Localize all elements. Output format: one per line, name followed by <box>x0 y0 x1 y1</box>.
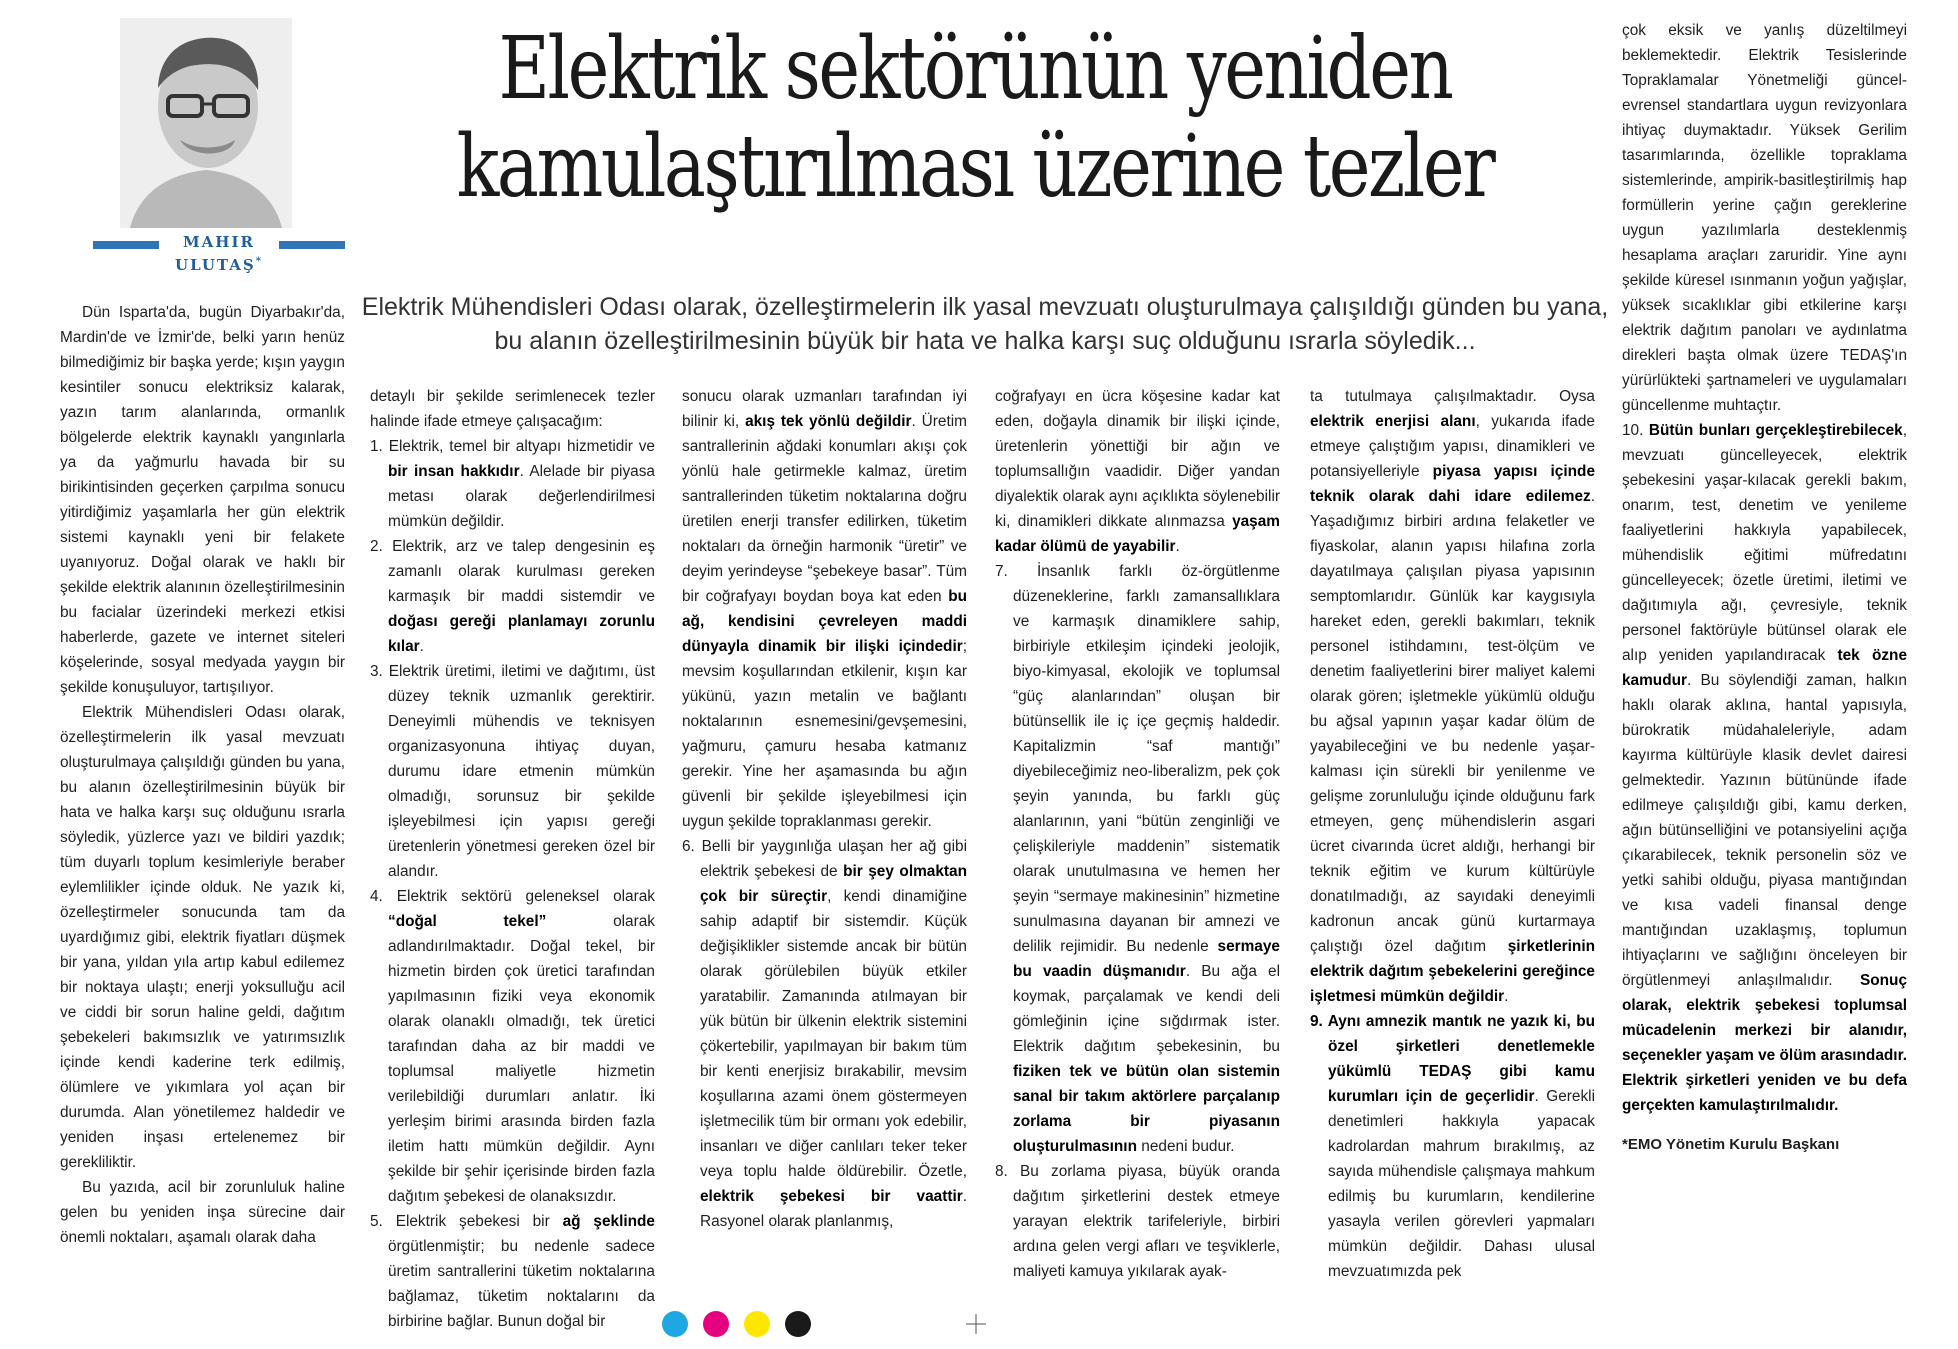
author-footnote: *EMO Yönetim Kurulu Başkanı <box>1622 1136 1840 1153</box>
thesis-item: 5. Elektrik şebekesi bir ağ şeklinde örgütlenmiştir; bu nedenle sadece üretim santrallerini tüketim noktalarına bağlamaz, tüketim noktalarını da birbirine bağlar. Bunun doğal bir <box>370 1213 655 1330</box>
headline-line-2: kamulaştırılması üzerine tezler <box>456 117 1494 217</box>
thesis-item: 7. İnsanlık farklı öz-örgütlenme düzeneklerine, farklı zamansallıklara ve karmaşık dinamiklere sahip, birbiriyle etkileşim içindeki jeolojik, biyo-kimyasal, ekolojik ve toplumsal “güç alanlarından” oluşan bir bütünsellik ile iç içe geçmiş haldedir. Kapitalizmin “saf mantığı” diyebileceğimiz neo-liberalizm, pek çok şeyin yanında, bu farklı güç alanlarının, yani “bütün zenginliği ve çelişkileriyle maddenin” sistematik olarak unutulmasına ve hemen her şeyin “sermaye makinesinin” hizmetine sunulmasına dayanan bir amnezi ve delilik rejimidir. Bu nedenle sermaye bu vaadin düşmanıdır. Bu ağa el koymak, parçalamak ve kendi deli gömleğinin içine sığdırmak ister. Elektrik dağıtım şebekesinin, bu fiziken tek ve bütün olan sistemin sanal bir takım aktörlere parçalanıp zorlama bir piyasanın oluşturulmasının nedeni budur. <box>995 563 1281 1155</box>
author-first-name: MAHIR <box>183 233 255 251</box>
thesis-item: 10. Bütün bunları gerçekleştirebilecek, mevzuatı güncelleyecek, elektrik şebekesini yaşar-kılacak gerekli bakım, onarım, test, denetim ve yenileme faaliyetlerini hakkıyla yapabilecek, mühendislik eğitimi müfredatını güncelleyecek; özetle üretimi, iletimi ve dağıtımıyla ağı, çevresiyle, teknik personel faktörüyle bütünsel olarak ele alıp yeniden yapılandıracak tek özne kamudur. Bu söylendiği zaman, halkın haklı olarak aklına, hantal yapısıyla, bürokratik müdahaleleriyle, adam kayırma kültürüyle klasik devlet dairesi gelmektedir. Yazının bütününde ifade edilmeye çalışıldığı gibi, kamu derken, ağın bütünselliğini ve potansiyelini açığa çıkarabilecek, teknik personelin söz ve yetki sahibi olduğu, piyasa mantığından ve kısa vadeli finansal denge mantığından uzaklaşmış, toplumun ihtiyaçlarını ve sağlığını önceleyen bir örgütlenmeyi anlaşılmalıdır. Sonuç olarak, elektrik şebekesi toplumsal mücadelenin merkezi bir alanıdır, seçenekler yaşam ve ölüm arasındadır. Elektrik şirketleri yeniden ve bu defa gerçekten kamulaştırılmalıdır. <box>1622 422 1908 1114</box>
thesis-item: 9. Aynı amnezik mantık ne yazık ki, bu özel şirketleri denetlemekle yükümlü TEDAŞ gibi kamu kurumları için de geçerlidir. Gerekli denetimleri hakkıyla yapacak kadrolardan mahrum bırakılmış, az sayıda mühendisle çalışmaya mahkum edilmiş bu kurumların, kendilerine yasayla verilen görevleri yapmaları mümkün değildir. Dahası ulusal mevzuatımızda pek <box>1310 1013 1595 1280</box>
paragraph: detaylı bir şekilde serimlenecek tezler halinde ifade etmeye çalışacağım: <box>370 388 655 430</box>
column-2 <box>370 384 655 1334</box>
column-5 <box>1310 384 1595 1284</box>
thesis-item: 8. Bu zorlama piyasa, büyük oranda dağıtım şirketlerini destek etmeye yarayan elektrik tarifeleriyle, birbiri ardına gelen vergi afları ve teşviklerle, maliyeti kamuya yıkılarak ayak- <box>995 1163 1280 1280</box>
author-note-mark: * <box>255 256 263 267</box>
lead-paragraph: Elektrik Mühendisleri Odası olarak, özelleştirmelerin ilk yasal mevzuatı oluşturulmaya çalışıldığı günden bu yana, bu alanın özelleştirilmesinin büyük bir hata ve halka karşı suç olduğunu ısrarla söyledik... <box>361 293 1609 355</box>
thesis-item: 1. Elektrik, temel bir altyapı hizmetidir ve bir insan hakkıdır. Alelade bir piyasa metası olarak değerlendirilmesi mümkün değildir. <box>370 438 655 530</box>
author-last-name <box>93 252 345 275</box>
author-byline <box>93 232 345 275</box>
byline-bar-left <box>93 241 159 249</box>
headline <box>454 20 1495 216</box>
thesis-item: 2. Elektrik, arz ve talep dengesinin eş zamanlı olarak kurulması gereken karmaşık bir maddi sistemdir ve doğası gereği planlamayı zorunlu kılar. <box>370 538 655 655</box>
column-1 <box>60 300 345 1250</box>
column-6 <box>1622 18 1907 1157</box>
paragraph: çok eksik ve yanlış düzeltilmeyi beklemektedir. Elektrik Tesislerinde Topraklamalar Yönetmeliği güncel-evrensel standartlara uygun revizyonlara ihtiyaç duymaktadır. Yüksek Gerilim tasarımlarında, özellikle topraklama sistemlerinde, ampirik-basitleştirilmiş hap formüllerin yerine çağın gereklerine uygun yazılımlarla desteklenmiş hesaplama araçları zaruridir. Yine aynı şekilde küresel ısınmanın yoğun yağışlar, yüksek sıcaklıklar gibi etkilerine karşı elektrik dağıtım panoları ve aydınlatma direkleri başta olmak üzere TEDAŞ'ın yürürlükteki şartnameleri ve uygulamaları güncellenme muhtaçtır. <box>1622 22 1907 414</box>
paragraph: sonucu olarak uzmanları tarafından iyi bilinir ki, akış tek yönlü değildir. Üretim santrallerinin ağdaki konumları akışı çok yönlü hale getirmekle kalmaz, üretim santrallerinden tüketim noktalarına doğru üretilen enerji transfer edilirken, tüketim noktaları da örneğin harmonik “üretir” ve deyim yerindeyse “şebekeye basar”. Tüm bir coğrafyayı boydan boya kat eden bu ağ, kendisini çevreleyen maddi dünyayla dinamik bir ilişki içindedir; mevsim koşullarından etkilenir, kışın kar yükünü, yazın metalin ve bağlantı noktalarının esnemesini/gevşemesini, yağmuru, çamuru hesaba katmanız gerekir. Yine her aşamasında bu ağın güvenli bir şekilde işleyebilmesi için uygun şekilde topraklanması gerekir. <box>682 388 967 830</box>
byline-bar-right <box>279 241 345 249</box>
paragraph: ta tutulmaya çalışılmaktadır. Oysa elektrik enerjisi alanı, yukarıda ifade etmeye çalıştığım yapısı, dinamikleri ve potansiyelleriyle piyasa yapısı içinde teknik olarak dahi idare edilemez. Yaşadığımız birbiri ardına felaketler ve fiyaskolar, alanın yapısı hilafına zorla dayatılmaya çalışılan piyasa yapısının semptomlarıdır. Günlük kar kaygısıyla hareket eden, gerekli bakımları, teknik personel istihdamını, test-ölçüm ve denetim faaliyetlerini birer maliyet kalemi olarak gören; işletmekle yükümlü olduğu bu ağsal yapının yaşar kadar ölüm de yayabileceğini ve bu nedenle yaşar-kalması için sürekli bir yenilenme ve gelişme zorunluluğu içinde olduğunu fark etmeyen, genç mühendislerin asgari ücret civarında ücret aldığı, herhangi bir teknik eğitim ve kurum kültürüyle donatılmadığı, az sayıdaki deneyimli kadronun ancak günü kurtarmaya çalıştığı özel dağıtım şirketlerinin elektrik dağıtım şebekelerini gereğince işletmesi mümkün değildir. <box>1310 388 1596 1005</box>
headline-line-1: Elektrik sektörünün yeniden <box>498 19 1452 119</box>
paragraph: Bu yazıda, acil bir zorunluluk haline gelen bu yeniden inşa sürecine dair önemli noktaları, aşamalı olarak daha <box>60 1179 345 1246</box>
crosshair-mark <box>966 1314 986 1334</box>
yellow-dot <box>744 1311 770 1337</box>
magenta-dot <box>703 1311 729 1337</box>
cyan-dot <box>662 1311 688 1337</box>
paragraph: Dün Isparta'da, bugün Diyarbakır'da, Mardin'de ve İzmir'de, belki yarın henüz bilmediğimiz bir başka yerde; kışın yaygın kesintiler sonucu elektriksiz kalarak, yazın tarım alanlarında, ormanlık bölgelerde elektrik kaynaklı yangınlarla ya da yağmurlu havada bir su birikintisinden geçerken çarpılma sonucu yitirdiğimiz yaşamlarla her gün elektrik sistemi kaynaklı yeni bir felakete uyanıyoruz. Doğal olarak ve haklı bir şekilde elektrik alanının özelleştirilmesinin bu facialar üzerindeki merkezi etkisi haberlerde, gazete ve internet siteleri köşelerinde, sosyal medyada yaygın bir şekilde konuşuluyor, tartışılıyor. <box>60 304 345 696</box>
thesis-item: 4. Elektrik sektörü geleneksel olarak “doğal tekel” olarak adlandırılmaktadır. Doğal tekel, bir hizmetin birden çok üretici tarafından yapılmasının fiziki veya ekonomik olarak olanaklı olmadığı, tek üretici tarafından daha az bir maddi ve toplumsal maliyetle hizmetin verilebildiği durumları anlatır. İki yerleşim birimi arasında birden fazla iletim hattı mümkün değildir. Aynı şekilde bir şehir içerisinde birden fazla dağıtım şebekesi de olanaksızdır. <box>370 888 655 1205</box>
thesis-item: 6. Belli bir yaygınlığa ulaşan her ağ gibi elektrik şebekesi de bir şey olmaktan çok bir süreçtir, kendi dinamiğine sahip adaptif bir sistemdir. Küçük değişiklikler sistemde ancak bir bütün olarak görülebilen büyük etkiler yaratabilir. Zamanında atılmayan bir yük bütün bir ülkenin elektrik sistemini çökertebilir, yapılmayan bir bakım tüm bir kenti enerjisiz bırakabilir, mevsim koşullarına azami önem göstermeyen işletmecilik tüm bir ormanı yok edebilir, insanları ve diğer canlıları teker teker veya toplu halde öldürebilir. Özetle, elektrik şebekesi bir vaattir. Rasyonel olarak planlanmış, <box>682 838 968 1230</box>
black-dot <box>785 1311 811 1337</box>
column-4 <box>995 384 1280 1284</box>
author-surname: ULUTAŞ <box>175 256 256 274</box>
paragraph: Elektrik Mühendisleri Odası olarak, özelleştirmelerin ilk yasal mevzuatı oluşturulmaya çalışıldığı günden bu yana, bu alanın özelleştirilmesinin büyük bir hata ve halka karşı suç olduğunu ısrarla söyledik, yüzlerce yazı ve bildiri yazdık; tüm duyarlı toplum kesimleriyle beraber eylemlilikler içinde olduk. Ne yazık ki, özelleştirmeler sonucunda tam da uyardığımız gibi, elektrik fiyatları düşmek bir yana, yıldan yıla artıp kabul edilemez bir noktaya ulaştı; enerji yoksulluğu acil ve ciddi bir sorun haline geldi, dağıtım şebekeleri bakımsızlık ve yatırımsızlık içinde kendi kaderine terk edilmiş, ölümlere ve yıkımlara yol açan bir durumda. Alan yönetilemez haldedir ve yeniden inşası ertelenemez bir gerekliliktir. <box>60 704 345 1171</box>
column-3 <box>682 384 967 1234</box>
paragraph: coğrafyayı en ücra köşesine kadar kat eden, doğayla dinamik bir ilişki içinde, üretenlerin yönettiği bir ağın ve toplumsallığın vaadidir. Diğer yandan diyalektik olarak aynı açıklıkta söylenebilir ki, dinamikleri dikkate alınmazsa yaşam kadar ölümü de yayabilir. <box>995 388 1280 555</box>
thesis-item: 3. Elektrik üretimi, iletimi ve dağıtımı, üst düzey teknik uzmanlık gerektirir. Deneyimli mühendis ve teknisyen organizasyonuna ihtiyaç duyan, durumu idare etmenin mümkün olmadığı, sorunsuz bir şekilde işleyebilmesi için yapısı gereği üretenlerin yönetmesi gereken özel bir alandır. <box>370 663 655 880</box>
author-photo <box>120 18 292 228</box>
